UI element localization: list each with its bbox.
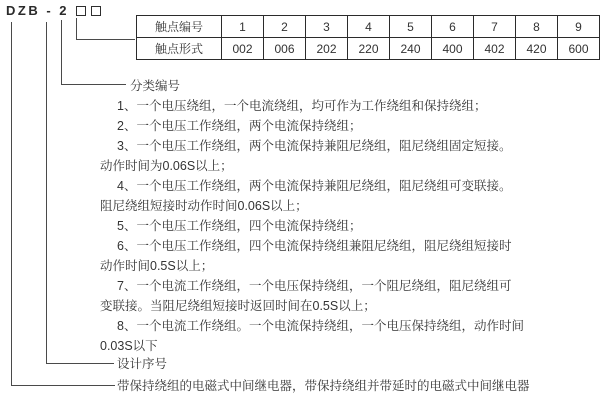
classification-line-3b: 动作时间为0.06S以上； [100,159,233,173]
design-serial-label: 设计序号 [117,357,168,371]
classification-block [100,76,598,356]
contact-table-row-form [137,38,600,60]
relay-type-label: 带保持绕组的电磁式中间继电器，带保持绕组并带延时的电磁式中间继电器 [117,379,530,393]
table-cell: 6 [432,16,474,38]
classification-label: 分类编号 [130,79,181,93]
table-cell: 2 [264,16,306,38]
table-cell: 402 [474,38,516,60]
classification-line-6b: 动作时间0.5S以上； [100,259,214,273]
classification-line-7: 7、一个电流工作绕组，一个电压保持绕组，一个阻尼绕组，阻尼绕组可 [117,279,512,293]
model-placeholder-box-2 [91,6,101,16]
table-cell: 4 [348,16,390,38]
classification-line-1: 1、一个电压绕组，一个电流绕组，均可作为工作绕组和保持绕组； [117,99,487,113]
table-cell: 202 [306,38,348,60]
classification-line-2: 2、一个电压工作绕组，两个电流保持绕组； [117,119,362,133]
model-code [6,3,101,18]
contact-table-row-number [137,16,600,38]
classification-line-5: 5、一个电压工作绕组，四个电流保持绕组； [117,219,362,233]
table-cell: 002 [222,38,264,60]
classification-line-8: 8、一个电流工作绕组。一个电流保持绕组，一个电压保持绕组，动作时间 [117,319,524,333]
table-cell: 5 [390,16,432,38]
classification-line-7b: 变联接。当阻尼绕组短接时返回时间在0.5S以上； [100,299,376,313]
contact-number-header: 触点编号 [137,16,222,38]
model-placeholder-box-1 [76,6,86,16]
contact-table [136,15,600,60]
classification-line-8b: 0.03S以下 [100,339,158,353]
table-cell: 9 [558,16,600,38]
contact-form-header: 触点形式 [137,38,222,60]
table-cell: 220 [348,38,390,60]
table-cell: 1 [222,16,264,38]
leader-line-contact-table [76,18,135,40]
model-code-text: DZB - 2 [6,3,69,18]
table-cell: 420 [516,38,558,60]
classification-line-4b: 阻尼绕组短接时动作时间0.06S以上； [100,199,308,213]
table-cell: 8 [516,16,558,38]
classification-line-4: 4、一个电压工作绕组，两个电流保持兼阻尼绕组，阻尼绕组可变联接。 [117,179,512,193]
table-cell: 240 [390,38,432,60]
table-cell: 7 [474,16,516,38]
classification-line-3: 3、一个电压工作绕组，两个电流保持兼阻尼绕组，阻尼绕组固定短接。 [117,139,512,153]
table-cell: 400 [432,38,474,60]
table-cell: 3 [306,16,348,38]
table-cell: 600 [558,38,600,60]
classification-line-6: 6、一个电压工作绕组，四个电流保持绕组兼阻尼绕组，阻尼绕组短接时 [117,239,512,253]
table-cell: 006 [264,38,306,60]
